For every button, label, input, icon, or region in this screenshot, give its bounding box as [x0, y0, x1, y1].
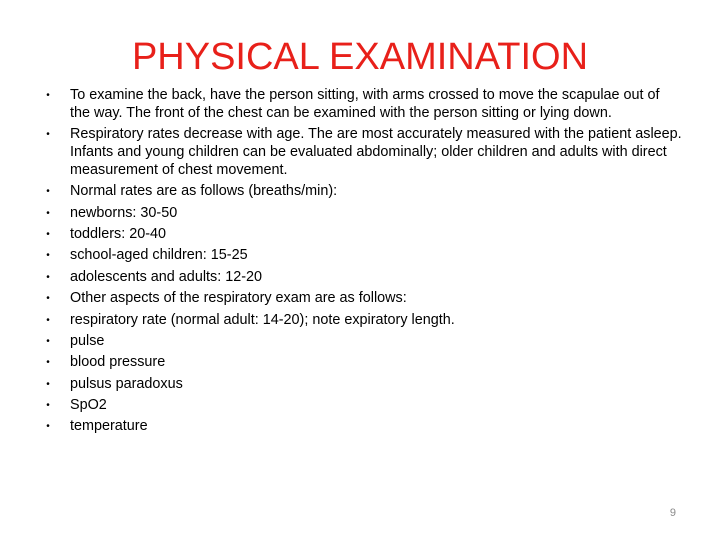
bullet-icon: •	[46, 357, 50, 369]
bullet-icon: •	[46, 314, 50, 326]
list-item	[42, 397, 682, 415]
bullet-text: school-aged children: 15-25	[70, 247, 248, 264]
bullet-icon: •	[46, 421, 50, 433]
slide-title: PHYSICAL EXAMINATION	[131, 36, 589, 78]
list-item	[42, 87, 682, 123]
bullet-icon: •	[46, 129, 50, 141]
bullet-text: adolescents and adults: 12-20	[70, 268, 263, 285]
page-number: 9	[669, 507, 676, 519]
list-item	[42, 269, 682, 287]
list-item	[42, 333, 682, 351]
bullet-icon: •	[46, 207, 50, 219]
bullet-icon: •	[46, 186, 50, 198]
bullet-icon: •	[46, 293, 50, 305]
bullet-text: respiratory rate (normal adult: 14-20); note expiratory length.	[70, 311, 455, 328]
list-item	[42, 183, 682, 201]
bullet-icon: •	[46, 228, 50, 240]
list-item	[42, 205, 682, 223]
bullet-text: pulse	[70, 332, 105, 349]
list-item	[42, 290, 682, 308]
bullet-text: toddlers: 20-40	[70, 225, 166, 242]
bullet-text: temperature	[70, 418, 148, 435]
list-item	[42, 226, 682, 244]
bullet-text: blood pressure	[70, 354, 166, 371]
list-item	[42, 418, 682, 436]
bullet-icon: •	[46, 335, 50, 347]
list-item	[42, 376, 682, 394]
list-item	[42, 354, 682, 372]
bullet-text: To examine the back, have the person sitting, with arms crossed to move the scapulae out of the way. The front of the chest can be examined with the person sitting or lying down.	[70, 87, 660, 121]
bullet-text: pulsus paradoxus	[70, 375, 183, 392]
bullet-icon: •	[46, 400, 50, 412]
bullet-list	[42, 87, 682, 440]
bullet-icon: •	[46, 90, 50, 101]
list-item	[42, 312, 682, 330]
bullet-text: Normal rates are as follows (breaths/min):	[70, 183, 338, 200]
bullet-icon: •	[46, 250, 50, 262]
bullet-text: newborns: 30-50	[70, 204, 178, 221]
bullet-text: Other aspects of the respiratory exam are as follows:	[70, 290, 407, 307]
bullet-icon: •	[46, 271, 50, 283]
bullet-icon: •	[46, 378, 50, 390]
list-item	[42, 126, 682, 179]
list-item	[42, 247, 682, 265]
bullet-text: Respiratory rates decrease with age. The are most accurately measured with the patient asleep. Infants and young children can be evaluated abdominally; older children and adults with direct measurement of chest movement.	[70, 126, 682, 178]
bullet-text: SpO2	[70, 397, 107, 414]
